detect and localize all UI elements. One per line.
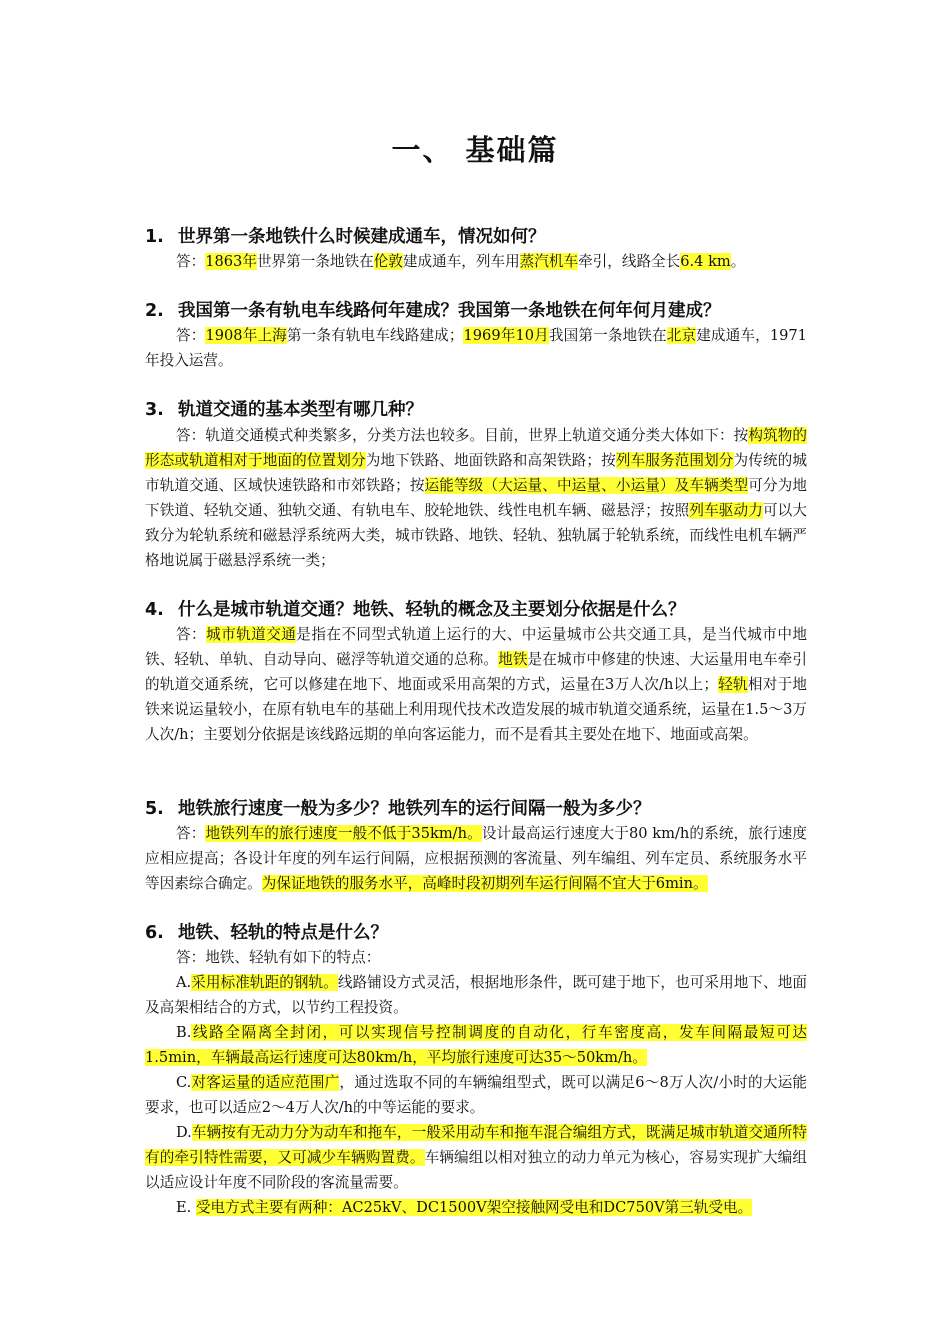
text-segment: 我国第一条地铁在 <box>548 327 667 344</box>
text-segment: 答： <box>176 825 206 842</box>
question-number: 3. <box>145 400 164 420</box>
text-segment: 车辆编组以相对独立的动力单元为核心，容易实现扩大编组以适应设计年度不同阶段的客流量需要。 <box>145 1149 807 1191</box>
highlighted-text: 1863年 <box>205 253 257 270</box>
text-segment: D. <box>176 1124 192 1141</box>
text-segment: 答： <box>176 626 207 643</box>
question-title: 什么是城市轨道交通？地铁、轻轨的概念及主要划分依据是什么？ <box>178 600 686 620</box>
text-segment: 可以大致分为轮轨系统和磁悬浮系统两大类，城市铁路、地铁、轻轨、独轨属于轮轨系统，而线性电机车辆严格地说属于磁悬浮系统一类； <box>145 502 807 569</box>
highlighted-text: 车辆按有无动力分为动车和拖车，一般采用动车和拖车混合编组方式，既满足城市轨道交通所特有的牵引特性需要，又可减少车辆购置费。 <box>145 1124 807 1166</box>
feature-d <box>145 1120 807 1195</box>
highlighted-text: 地铁列车的旅行速度一般不低于35km/h。 <box>205 825 482 842</box>
text-segment: 建成通车，1971年投入运营。 <box>145 327 807 369</box>
highlighted-text: 地铁 <box>498 651 528 668</box>
feature-b <box>145 1020 807 1070</box>
feature-c <box>145 1070 807 1120</box>
highlighted-text: 1969年10月 <box>463 327 549 344</box>
highlighted-text: 6.4 km <box>680 253 731 270</box>
text-segment: 牵引，线路全长 <box>578 253 681 270</box>
highlighted-text: 构筑物的形态或轨道相对于地面的位置划分 <box>145 427 807 469</box>
text-segment: ，通过选取不同的车辆编组型式，既可以满足6～8万人次/小时的大运能要求，也可以适应2～4万人次/h的中等运能的要求。 <box>145 1074 807 1116</box>
highlighted-text: 采用标准轨距的钢轨。 <box>191 974 338 991</box>
text-segment: 是在城市中修建的快速、大运量用电车牵引的轨道交通系统，它可以修建在地下、地面或采用高架的方式，运量在3万人次/h以上； <box>145 651 807 693</box>
highlighted-text: 1908年上海 <box>205 327 287 344</box>
highlighted-text: 运能等级（大运量、中运量、小运量）及车辆类型 <box>424 477 749 494</box>
feature-a <box>145 970 807 1020</box>
question-number: 5. <box>145 799 164 819</box>
question-2-answer <box>145 323 807 373</box>
question-6-intro: 答：地铁、轻轨有如下的特点： <box>176 949 381 966</box>
question-4-heading <box>145 597 825 623</box>
question-2-heading <box>145 298 825 324</box>
text-segment: 线路铺设方式灵活，根据地形条件，既可建于地下，也可采用地下、地面及高架相结合的方式，以节约工程投资。 <box>145 974 807 1016</box>
question-1-answer <box>145 249 807 274</box>
text-segment: 答：轨道交通模式种类繁多，分类方法也较多。目前，世界上轨道交通分类大体如下：按 <box>176 427 749 444</box>
text-segment: 可分为地下铁道、轻轨交通、独轨交通、有轨电车、胶轮地铁、线性电机车辆、磁悬浮；按照 <box>145 477 807 519</box>
highlighted-text: 列车驱动力 <box>689 502 763 519</box>
text-segment: B. <box>176 1024 192 1041</box>
question-5-answer <box>145 821 807 896</box>
question-5-heading <box>145 796 825 822</box>
text-segment: 。 <box>730 253 746 270</box>
highlighted-text: 为保证地铁的服务水平，高峰时段初期列车运行间隔不宜大于6min。 <box>261 875 708 892</box>
question-number: 6. <box>145 923 164 943</box>
text-segment: E. <box>176 1199 196 1216</box>
question-number: 1. <box>145 227 164 247</box>
text-segment: C. <box>176 1074 192 1091</box>
question-title: 地铁旅行速度一般为多少？地铁列车的运行间隔一般为多少？ <box>178 799 651 819</box>
highlighted-text: 城市轨道交通 <box>206 626 297 643</box>
text-segment: 世界第一条地铁在 <box>256 253 374 270</box>
question-title: 轨道交通的基本类型有哪几种？ <box>178 400 423 420</box>
question-number: 2. <box>145 301 164 321</box>
text-segment: 建成通车，列车用 <box>402 253 520 270</box>
highlighted-text: 对客运量的适应范围广 <box>191 1074 340 1091</box>
text-segment: 为地下铁路、地面铁路和高架铁路；按 <box>365 452 616 469</box>
text-segment: 答： <box>176 327 206 344</box>
highlighted-text: 线路全隔离全封闭，可以实现信号控制调度的自动化，行车密度高，发车间隔最短可达1.5min，车辆最高运行速度可达80km/h，平均旅行速度可达35～50km/h。 <box>145 1024 807 1066</box>
highlighted-text: 伦敦 <box>373 253 403 270</box>
text-segment: A. <box>176 974 192 991</box>
question-title: 我国第一条有轨电车线路何年建成？我国第一条地铁在何年何月建成？ <box>178 301 721 321</box>
question-3-answer <box>145 423 807 573</box>
feature-e <box>145 1195 807 1220</box>
text-segment: 设计最高运行速度大于80 km/h的系统，旅行速度应相应提高；各设计年度的列车运行间隔，应根据预测的客流量、列车编组、列车定员、系统服务水平等因素综合确定。 <box>145 825 807 892</box>
page-title: 一、 基础篇 <box>391 133 559 167</box>
highlighted-text: 蒸汽机车 <box>519 253 579 270</box>
text-segment: 答： <box>176 253 206 270</box>
question-4-answer <box>145 622 807 747</box>
text-segment: 相对于地铁来说运量较小，在原有轨电车的基础上利用现代技术改造发展的城市轨道交通系统，运量在1.5～3万人次/h；主要划分依据是该线路远期的单向客运能力，而不是看其主要处在地下、地面或高架。 <box>145 676 807 743</box>
question-6-heading <box>145 920 825 946</box>
highlighted-text: 轻轨 <box>717 676 748 693</box>
highlighted-text: 受电方式主要有两种：AC25kV、DC1500V架空接触网受电和DC750V第三轨受电。 <box>195 1199 753 1216</box>
text-segment: 为传统的城市轨道交通、区域快速铁路和市郊铁路；按 <box>145 452 807 494</box>
question-3-heading <box>145 397 825 423</box>
question-1-heading <box>145 224 825 250</box>
highlighted-text: 北京 <box>666 327 697 344</box>
text-segment: 第一条有轨电车线路建成； <box>286 327 464 344</box>
highlighted-text: 列车服务范围划分 <box>615 452 734 469</box>
text-segment: 是指在不同型式轨道上运行的大、中运量城市公共交通工具，是当代城市中地铁、轻轨、单轨、自动导向、磁浮等轨道交通的总称。 <box>145 626 807 668</box>
question-title: 地铁、轻轨的特点是什么？ <box>178 923 388 943</box>
question-number: 4. <box>145 600 164 620</box>
question-title: 世界第一条地铁什么时候建成通车，情况如何？ <box>178 227 546 247</box>
